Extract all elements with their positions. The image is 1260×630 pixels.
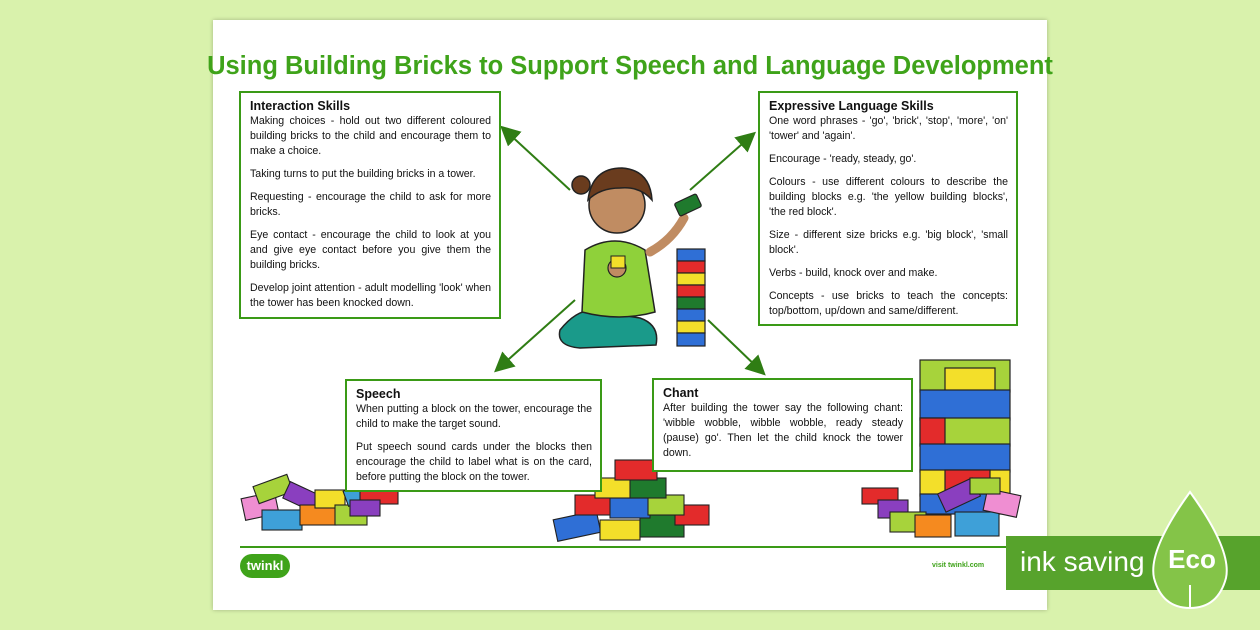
expressive-language-box — [758, 91, 1018, 326]
speech-item: Put speech sound cards under the blocks then encourage the child to label what is on the card, before putting the block on the tower. — [356, 441, 592, 483]
footer-divider — [240, 546, 1022, 548]
interaction-skills-box — [239, 91, 501, 319]
speech-box — [345, 379, 602, 492]
chant-item: After building the tower say the following chant: 'wibble wobble, wibble wobble, ready steady (pause) go'. Then let the child knock the tower down. — [663, 402, 903, 459]
arrow-to-interaction — [506, 131, 570, 190]
interaction-item: Taking turns to put the building bricks in a tower. — [250, 168, 476, 180]
expressive-item: One word phrases - 'go', 'brick', 'stop', 'more', 'on' 'tower' and 'again'. — [769, 115, 1008, 142]
small-tower — [677, 249, 705, 346]
eco-label: Eco — [1168, 544, 1216, 574]
expressive-item: Colours - use different colours to describe the building blocks e.g. 'the yellow building blocks', 'the red block'. — [769, 176, 1008, 218]
speech-heading: Speech — [356, 387, 401, 401]
expressive-language-heading: Expressive Language Skills — [769, 99, 934, 113]
chant-heading: Chant — [663, 386, 699, 400]
speech-item: When putting a block on the tower, encourage the child to make the target sound. — [356, 403, 592, 430]
interaction-item: Eye contact - encourage the child to look at you and give eye contact before you give them the building bricks. — [250, 229, 491, 271]
interaction-item: Requesting - encourage the child to ask for more bricks. — [250, 191, 491, 218]
arrow-to-chant — [708, 320, 760, 370]
expressive-item: Encourage - 'ready, steady, go'. — [769, 153, 917, 165]
chant-box — [652, 378, 913, 472]
arrow-to-expressive — [690, 137, 750, 190]
page-title: Using Building Bricks to Support Speech and Language Development — [207, 52, 1053, 80]
website-link[interactable]: visit twinkl.com — [932, 562, 985, 569]
ink-saving-label: ink saving — [1020, 546, 1145, 577]
twinkl-logo[interactable]: twinkl — [240, 554, 290, 578]
expressive-item: Size - different size bricks e.g. 'big block', 'small block'. — [769, 229, 1008, 256]
expressive-item: Concepts - use bricks to teach the concepts: top/bottom, up/down and same/different. — [769, 290, 1008, 317]
interaction-skills-heading: Interaction Skills — [250, 99, 351, 113]
expressive-item: Verbs - build, knock over and make. — [769, 267, 938, 279]
interaction-item: Making choices - hold out two different coloured building bricks to the child and encourage them to make a choice. — [250, 115, 491, 157]
interaction-item: Develop joint attention - adult modelling 'look' when the tower has been knocked down. — [250, 282, 491, 309]
